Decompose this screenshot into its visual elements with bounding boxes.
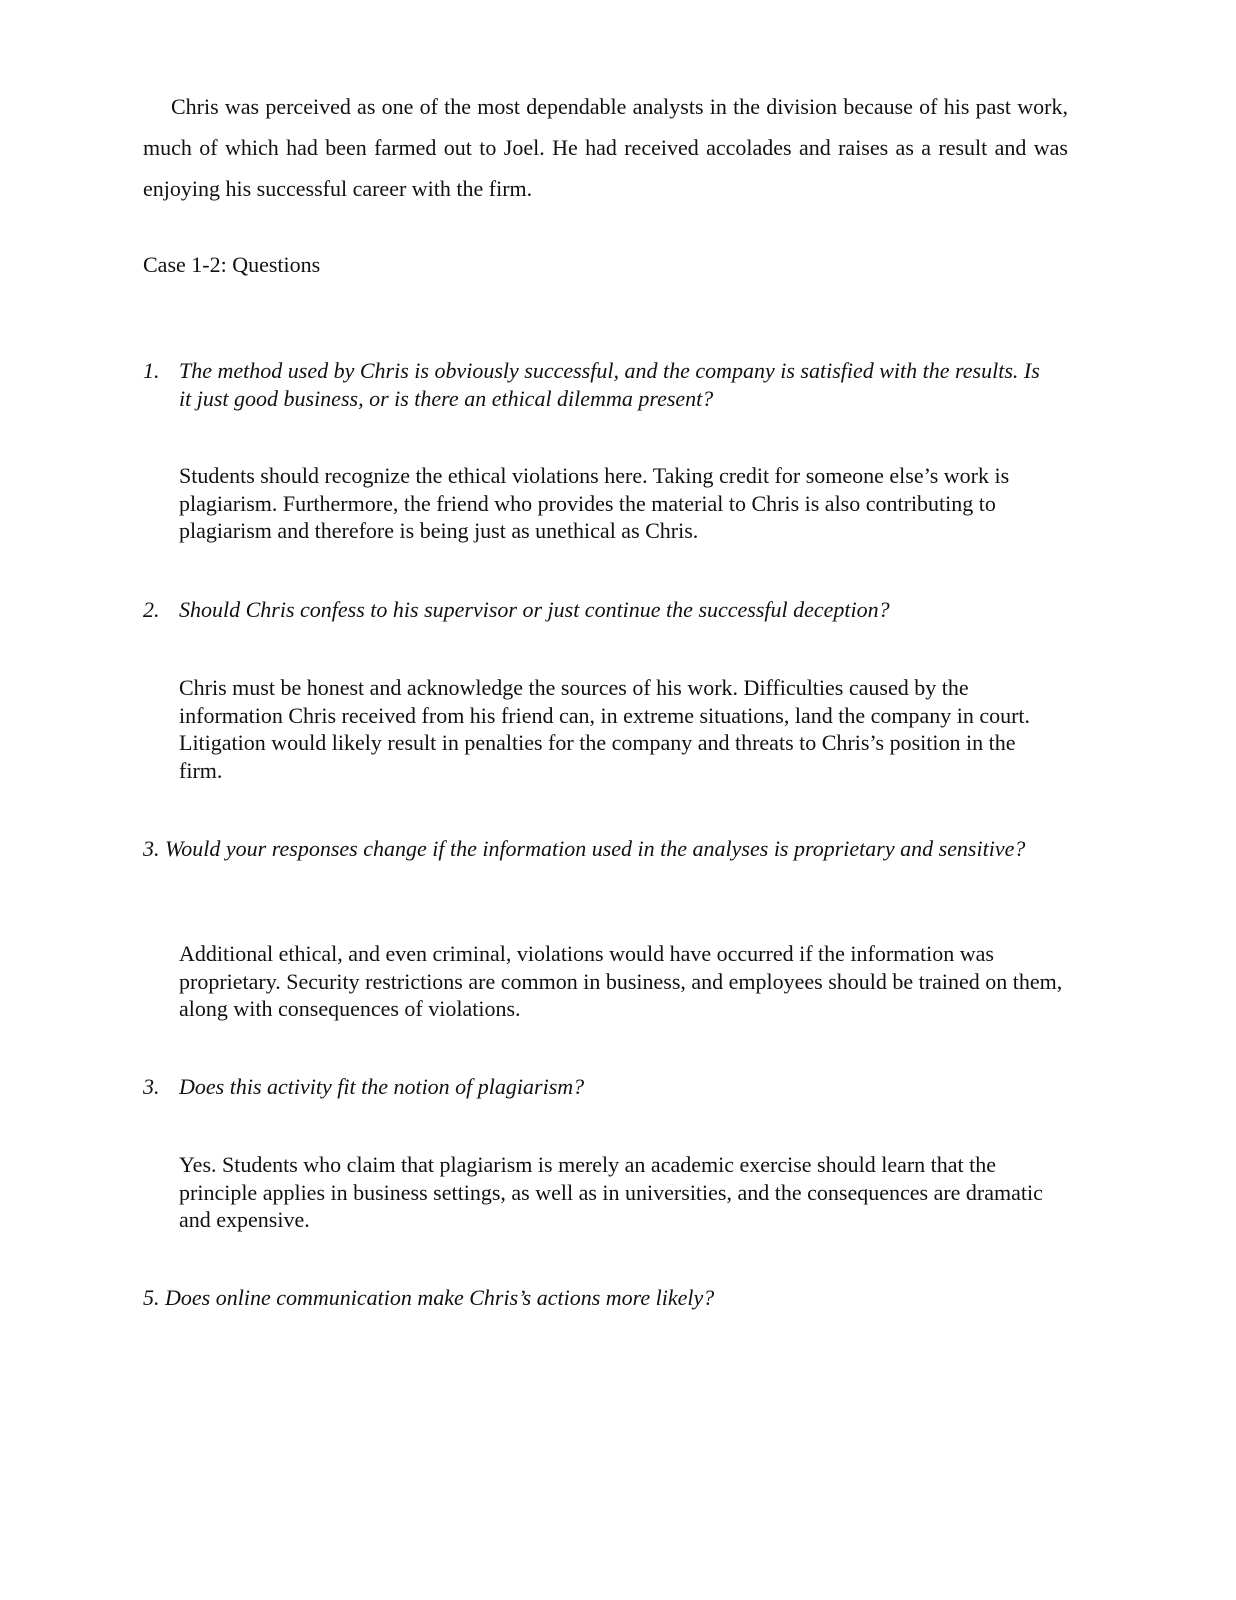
question-number: 1. [143,358,160,383]
intro-paragraph: Chris was perceived as one of the most dependable analysts in the division because of his past work, much of which had been farmed out to Joel. He had received accolades and raises as a result and was enjoying his successful career with the firm. [143,94,1068,201]
question-3: 3. Would your responses change if the information used in the analyses is proprietary and sensitive? [143,836,1026,861]
question-4 [143,1073,1043,1101]
answer-4: Yes. Students who claim that plagiarism is merely an academic exercise should learn that the principle applies in business settings, as well as in universities, and the consequences are dramatic and expensive. [179,1152,1043,1232]
answer-2: Chris must be honest and acknowledge the sources of his work. Difficulties caused by the information Chris received from his friend can, in extreme situations, land the company in court. Litigation would likely result in penalties for the company and threats to Chris’s position in the firm. [179,675,1031,783]
answer-3: Additional ethical, and even criminal, violations would have occurred if the information was proprietary. Security restrictions are common in business, and employees should be trained on them, along with consequences of violations. [179,941,1063,1021]
question-text: Should Chris confess to his supervisor or just continue the successful deception? [179,597,890,622]
question-2 [143,596,1043,624]
question-text: The method used by Chris is obviously successful, and the company is satisfied with the results. Is it just good business, or is there an ethical dilemma present? [179,358,1040,411]
question-text: Does this activity fit the notion of plagiarism? [179,1074,585,1099]
question-1 [143,357,1043,412]
question-5: 5. Does online communication make Chris’s actions more likely? [143,1285,715,1310]
section-heading: Case 1-2: Questions [143,252,321,277]
question-number: 3. [143,1074,160,1099]
answer-1: Students should recognize the ethical violations here. Taking credit for someone else’s work is plagiarism. Furthermore, the friend who provides the material to Chris is also contributing to plagiarism and therefore is being just as unethical as Chris. [179,463,1010,543]
question-number: 2. [143,597,160,622]
